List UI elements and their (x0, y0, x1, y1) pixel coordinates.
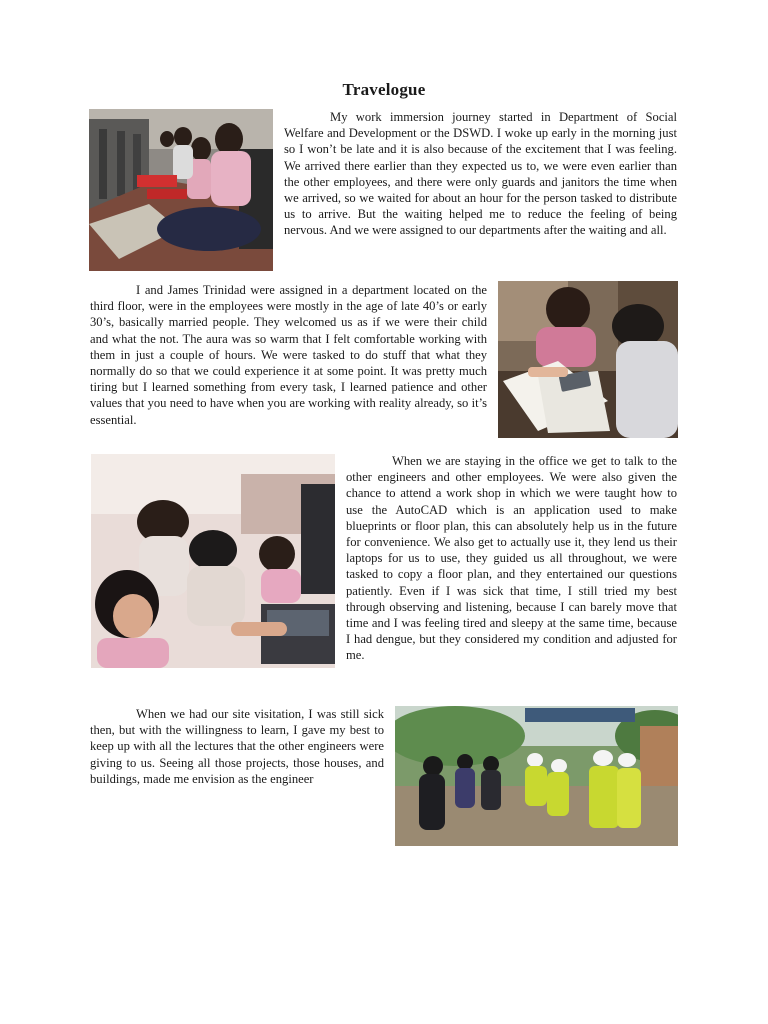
page-title: Travelogue (342, 80, 426, 99)
site-visit-photo (395, 706, 678, 846)
paragraph-2: I and James Trinidad were assigned in a department located on the third floor, were in the employees were mostly in the age of late 40’s or early 30’s, basically married people. They welcomed us as if we were their child and what the not. The aura was so warm that I felt comfortable working with them in just a couple of hours. We were tasked to do stuff that what they normally do so that we could experience it at some point. It was pretty much tiring but I learned something from every task, I learned patience and other values that you need to have when you are working with reality already, so it’s essential. (90, 283, 487, 427)
desk-work-photo (498, 281, 678, 438)
paragraph-3: When we are staying in the office we get to talk to the other engineers and other employees. We were also given the chance to attend a work shop in which we were taught how to use the AutoCAD which is an application used to make blueprints or floor plan, this can absolutely help us in the future for convenience. We also get to actually use it, they lend us their laptops for us to use, they guided us all throughout, we were tasked to copy a floor plan, and they entertained our questions patiently. Even if I was sick that time, I still tried my best through observing and listening, because I can barely move that time and I was feeling tired and sleepy at the same time, because I had dengue, but they considered my condition and adjusted for me. (346, 454, 677, 663)
paragraph-4: When we had our site visitation, I was still sick then, but with the willingness to learn, I gave my best to keep up with all the lectures that the other engineers were giving to us. Seeing all those projects, those houses, and buildings, made me envision as the engineer (90, 707, 384, 786)
waiting-area-photo (89, 109, 273, 271)
paragraph-1: My work immersion journey started in Department of Social Welfare and Development or the DSWD. I woke up early in the morning just so I won’t be late and it is also because of the excitement that I was feeling. We arrived there earlier than they expected us to, we were even earlier than the other employees, and there were only guards and janitors the time when we arrived, so we waited for about an hour for the person tasked to distribute us to arrive. But the waiting helped me to reduce the feeling of being nervous. And we were assigned to our departments after the waiting and all. (284, 110, 677, 238)
